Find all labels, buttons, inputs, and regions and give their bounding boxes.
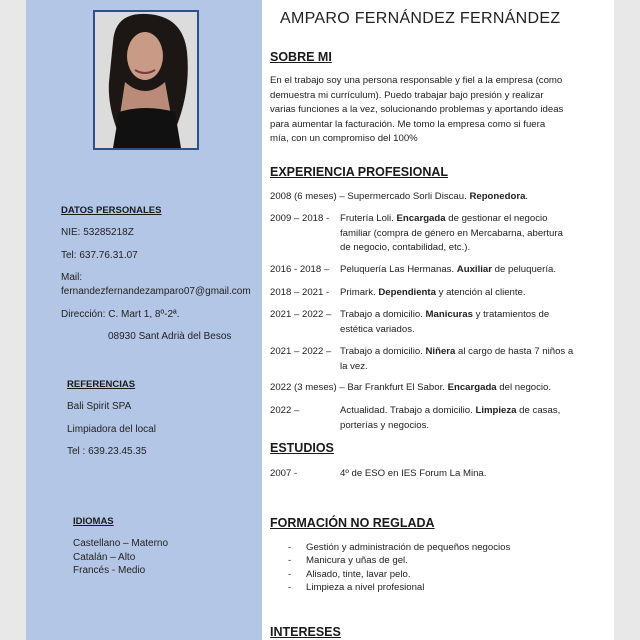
personal-data-section bbox=[61, 205, 161, 216]
address-text: Dirección: C. Mart 1, 8º-2ª. bbox=[61, 309, 180, 320]
city-text: 08930 Sant Adrià del Besos bbox=[108, 331, 232, 342]
about-line: En el trabajo soy una persona responsable y fiel a la empresa (como bbox=[270, 75, 563, 86]
language-item: Castellano – Materno bbox=[73, 538, 169, 549]
training-item: Alisado, tinte, lavar pelo. bbox=[306, 568, 411, 580]
experience-text: Trabajo a domicilio. bbox=[340, 309, 426, 320]
training-heading: FORMACIÓN NO REGLADA bbox=[270, 516, 435, 530]
experience-date: 2021 – 2022 – bbox=[270, 309, 332, 320]
language-item: Francés - Medio bbox=[73, 565, 146, 576]
portrait-image bbox=[95, 12, 197, 148]
list-item bbox=[288, 568, 510, 581]
reference-company: Bali Spirit SPA bbox=[67, 401, 132, 412]
list-item bbox=[288, 541, 510, 554]
interests-heading: INTERESES bbox=[270, 625, 341, 639]
experience-text: Peluquería Las Hermanas. bbox=[340, 264, 457, 275]
experience-role: Niñera bbox=[425, 346, 456, 357]
bullet-dash: - bbox=[288, 542, 292, 553]
experience-text: 2008 (6 meses) – Supermercado Sorli Discau. bbox=[270, 191, 470, 202]
list-item bbox=[288, 554, 510, 567]
reference-role: Limpiadora del local bbox=[67, 424, 156, 435]
experience-text: de casas, bbox=[516, 405, 561, 416]
experience-text: Actualidad. Trabajo a domicilio. bbox=[340, 405, 476, 416]
experience-text: al cargo de hasta 7 niños a bbox=[455, 346, 574, 357]
experience-text: de gestionar el negocio bbox=[445, 213, 548, 224]
experience-role: Encargada bbox=[396, 213, 446, 224]
languages-heading: IDIOMAS bbox=[73, 516, 114, 527]
experience-role: Auxiliar bbox=[456, 264, 492, 275]
studies-date: 2007 - bbox=[270, 468, 298, 479]
experience-item bbox=[270, 190, 590, 205]
about-line: mía, con un compromiso del 100% bbox=[270, 133, 418, 144]
resume-page bbox=[26, 0, 614, 640]
experience-text: Trabajo a domicilio. bbox=[340, 346, 426, 357]
experience-text: porterías y negocios. bbox=[340, 419, 430, 431]
experience-text: familiar (compra de género en Mercabarna, abertura bbox=[340, 227, 563, 239]
phone-text: Tel: 637.76.31.07 bbox=[61, 250, 138, 261]
email-link[interactable]: fernandezfernandezamparo07@gmail.com bbox=[61, 286, 251, 297]
training-item: Gestión y administración de pequeños negocios bbox=[306, 542, 511, 553]
about-paragraph bbox=[270, 74, 586, 147]
sidebar bbox=[26, 0, 262, 640]
experience-text: . bbox=[525, 191, 529, 202]
personal-heading: DATOS PERSONALES bbox=[61, 205, 162, 216]
nie-text: NIE: 53285218Z bbox=[61, 227, 134, 238]
experience-text: de negocio, contabilidad, etc.). bbox=[340, 242, 471, 253]
about-line: demuestra mi currículum). Puedo trabajar bajo presión y realizar bbox=[270, 89, 544, 101]
experience-date: 2009 – 2018 - bbox=[270, 213, 330, 224]
experience-role: Encargada bbox=[447, 382, 497, 393]
experience-date: 2022 – bbox=[270, 405, 300, 416]
about-line: para aumentar la facturación. Me tomo la empresa como si fuera bbox=[270, 118, 546, 130]
experience-role: Dependienta bbox=[378, 287, 436, 298]
mail-label: Mail: bbox=[61, 272, 83, 283]
bullet-dash: - bbox=[288, 568, 292, 580]
experience-text: y tratamientos de bbox=[472, 309, 550, 320]
training-item: Manicura y uñas de gel. bbox=[306, 555, 408, 567]
training-list bbox=[288, 541, 510, 594]
experience-date: 2018 – 2021 - bbox=[270, 287, 330, 298]
experience-text: 2022 (3 meses) – Bar Frankfurt El Sabor. bbox=[270, 382, 448, 393]
experience-text: la vez. bbox=[340, 360, 368, 372]
experience-text: del negocio. bbox=[496, 382, 552, 393]
experience-date: 2016 - 2018 – bbox=[270, 264, 330, 275]
studies-text: 4º de ESO en IES Forum La Mina. bbox=[340, 468, 487, 479]
experience-text: Frutería Loli. bbox=[340, 213, 397, 224]
experience-item bbox=[270, 381, 590, 396]
references-section bbox=[67, 379, 135, 390]
reference-phone: Tel : 639.23.45.35 bbox=[67, 446, 147, 457]
experience-date: 2021 – 2022 – bbox=[270, 346, 332, 357]
about-line: varias funciones a la vez, solucionando problemas y aportando ideas bbox=[270, 104, 564, 115]
experience-heading: EXPERIENCIA PROFESIONAL bbox=[270, 165, 449, 179]
bullet-dash: - bbox=[288, 555, 292, 567]
experience-text: Primark. bbox=[340, 287, 379, 298]
experience-text: estética variados. bbox=[340, 323, 415, 335]
training-item: Limpieza a nivel profesional bbox=[306, 581, 425, 593]
list-item bbox=[288, 581, 510, 594]
references-heading: REFERENCIAS bbox=[67, 379, 136, 390]
experience-role: Limpieza bbox=[475, 405, 517, 416]
language-item: Catalán – Alto bbox=[73, 552, 136, 563]
profile-photo bbox=[93, 10, 199, 150]
languages-section bbox=[73, 516, 114, 527]
bullet-dash: - bbox=[288, 581, 292, 593]
experience-text: de peluquería. bbox=[492, 264, 557, 275]
about-heading: SOBRE MI bbox=[270, 50, 332, 64]
experience-role: Reponedora bbox=[469, 191, 526, 202]
experience-role: Manicuras bbox=[425, 309, 473, 320]
experience-text: y atención al cliente. bbox=[435, 287, 526, 298]
candidate-name: AMPARO FERNÁNDEZ FERNÁNDEZ bbox=[280, 10, 561, 27]
studies-heading: ESTUDIOS bbox=[270, 441, 334, 455]
